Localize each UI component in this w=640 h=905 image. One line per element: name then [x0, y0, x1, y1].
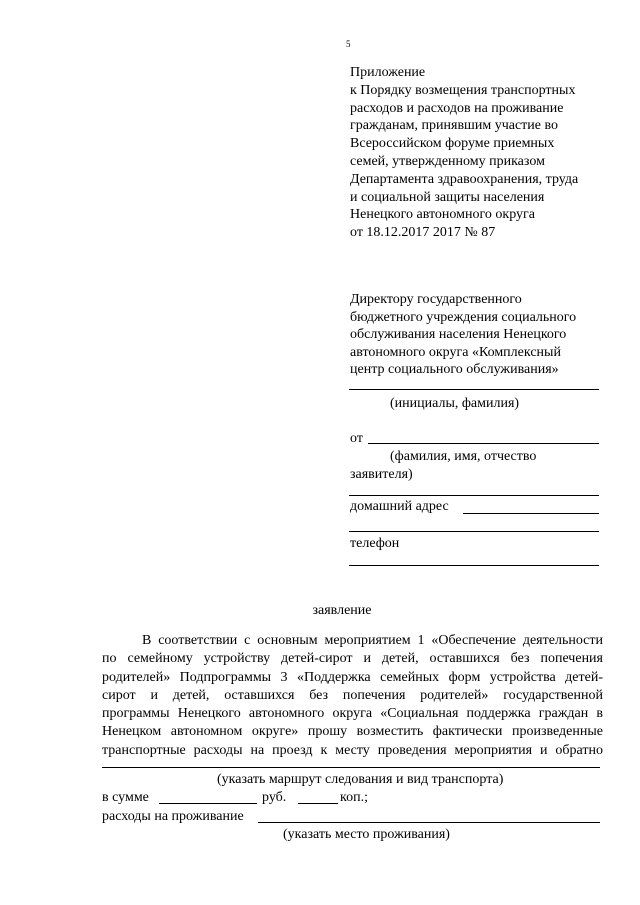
appendix-line: от 18.12.2017 2017 № 87	[350, 225, 496, 241]
appendix-line: к Порядку возмещения транспортных	[350, 82, 576, 98]
appendix-line: гражданам, принявшим участие во	[350, 118, 558, 134]
appendix-line: семей, утвержденному приказом	[350, 153, 545, 169]
appendix-line: Ненецкого автономного округа	[350, 207, 535, 223]
statement-line: по семейному устройству детей-сирот и детей, оставшихся без попечения	[102, 651, 603, 667]
rub-label: руб.	[262, 790, 287, 805]
appendix-line: расходов и расходов на проживание	[350, 100, 564, 116]
applicant-name-line[interactable]	[368, 443, 599, 444]
statement-line: программы Ненецкого автономного округа «Социальная поддержка граждан в	[102, 706, 603, 722]
lodging-line[interactable]	[258, 822, 600, 823]
address-label: домашний адрес	[350, 499, 449, 514]
address-extra-line[interactable]	[349, 531, 599, 532]
lodging-hint: (указать место проживания)	[283, 827, 450, 842]
appendix-header	[350, 64, 620, 242]
phone-label: телефон	[350, 536, 400, 551]
addressee-line: бюджетного учреждения социального	[350, 309, 577, 325]
appendix-line: Всероссийском форуме приемных	[350, 136, 555, 152]
initials-line[interactable]	[349, 389, 599, 390]
initials-hint: (инициалы, фамилия)	[390, 396, 520, 411]
statement-body	[102, 632, 603, 760]
amount-label: в сумме	[102, 790, 149, 805]
applicant-hint: (фамилия, имя, отчество	[390, 449, 537, 464]
statement-line: Ненецком автономном округе» прошу возместить фактически произведенные	[102, 724, 603, 740]
from-label: от	[350, 431, 363, 446]
kop-amount-line[interactable]	[298, 803, 338, 804]
applicant-hint-cont: заявителя)	[350, 467, 413, 482]
statement-line: родителей» Подпрограммы 3 «Поддержка семейных форм устройства детей-	[102, 669, 603, 685]
route-line[interactable]	[102, 767, 600, 768]
route-hint: (указать маршрут следования и вид транспорта)	[217, 772, 504, 787]
statement-title-text: заявление	[312, 603, 372, 618]
address-line[interactable]	[463, 513, 599, 514]
kop-label: коп.;	[340, 790, 368, 805]
addressee-line: центр социального обслуживания»	[350, 362, 559, 378]
applicant-extra-line[interactable]	[349, 495, 599, 496]
addressee-line: автономного округа «Комплексный	[350, 344, 561, 360]
phone-line[interactable]	[349, 565, 599, 566]
addressee-line: обслуживания населения Ненецкого	[350, 327, 567, 343]
statement-line: транспортные расходы на проезд к месту проведения мероприятия и обратно	[102, 742, 603, 758]
lodging-label: расходы на проживание	[102, 809, 244, 824]
appendix-line: Департамента здравоохранения, труда	[350, 171, 579, 187]
statement-line: В соответствии с основным мероприятием 1 «Обеспечение деятельности	[142, 633, 603, 648]
statement-title	[0, 602, 640, 619]
statement-line: сирот и детей, оставшихся без попечения родителей» государственной	[102, 687, 603, 703]
addressee-line: Директору государственного	[350, 292, 522, 307]
rub-amount-line[interactable]	[159, 803, 257, 804]
addressee-block	[350, 291, 620, 379]
appendix-line: и социальной защиты населения	[350, 189, 545, 205]
page-number: 5	[346, 39, 351, 49]
appendix-line: Приложение	[350, 65, 426, 80]
